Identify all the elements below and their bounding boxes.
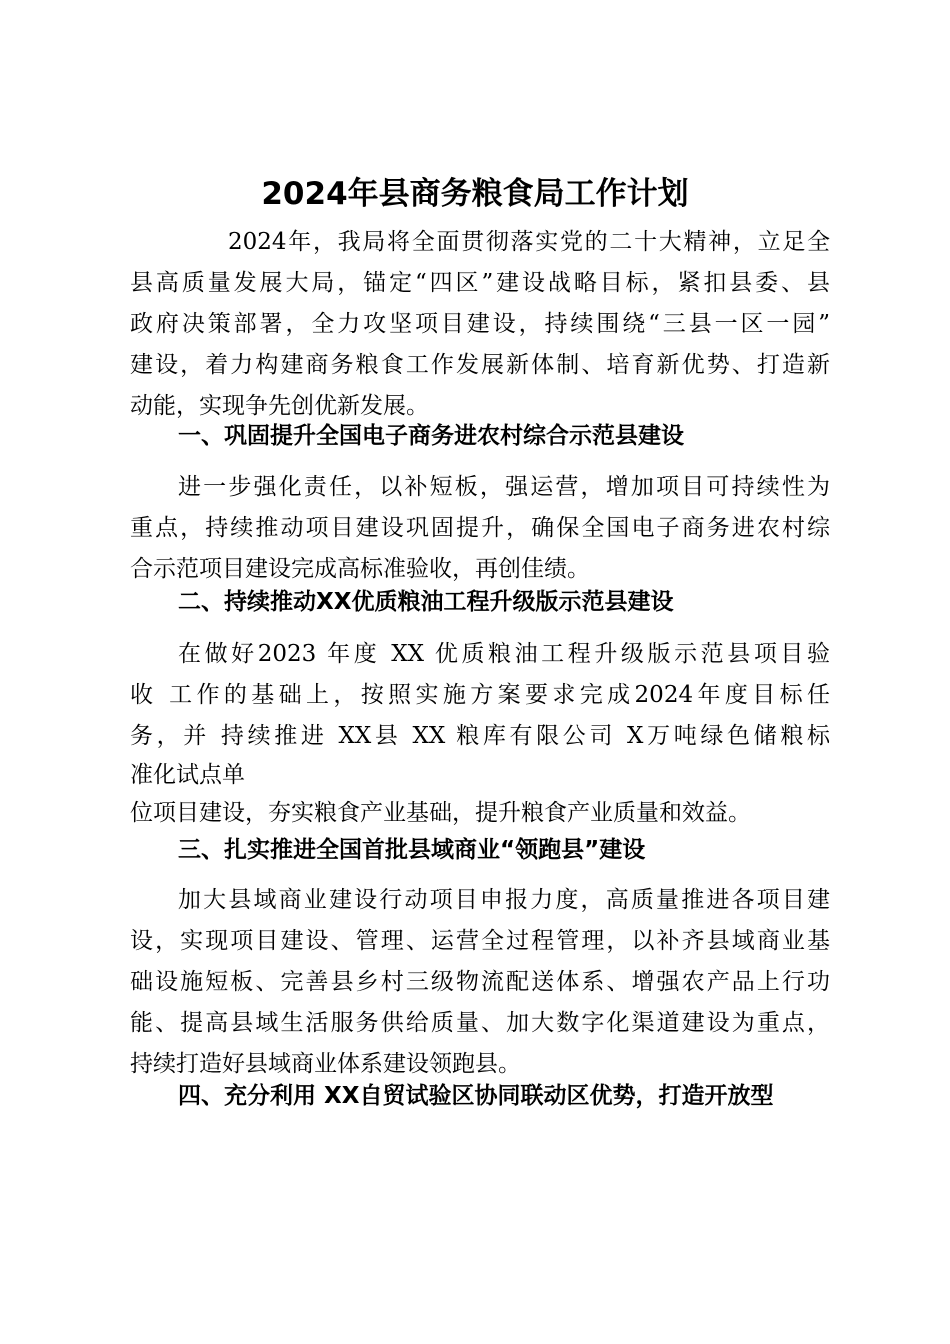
paragraph-line: 政府决策部署，全力攻坚项目建设，持续围绕“三县一区一园”: [130, 311, 830, 337]
paragraph-line: 进一步强化责任，以补短板，强运营，增加项目可持续性为: [178, 474, 830, 500]
section-paragraph-3: [130, 880, 830, 1085]
paragraph-line: 2024年，我局将全面贯彻落实党的二十大精神，立足全: [228, 229, 830, 255]
paragraph-line: 收 工作的基础上，按照实施方案要求完成2024年度目标任: [130, 682, 830, 708]
paragraph-line: 持续打造好县域商业体系建设领跑县。: [130, 1051, 521, 1077]
paragraph-line: 设，实现项目建设、管理、运营全过程管理，以补齐县域商业基: [130, 928, 830, 954]
intro-paragraph: [130, 222, 830, 427]
paragraph-line: 务，并 持续推进 XX县 XX 粮库有限公司 X万吨绿色储粮标: [130, 723, 830, 749]
document-title: 2024年县商务粮食局工作计划: [261, 176, 689, 212]
section-paragraph-1: [130, 467, 830, 590]
section-heading-1: 一、巩固提升全国电子商务进农村综合示范县建设: [178, 423, 684, 449]
paragraph-line: 准化试点单: [130, 762, 245, 788]
section-heading-4: 四、充分利用 XX自贸试验区协同联动区优势，打造开放型: [178, 1083, 774, 1109]
paragraph-line: 位项目建设，夯实粮食产业基础，提升粮食产业质量和效益。: [130, 800, 751, 826]
paragraph-line: 在做好2023 年度 XX 优质粮油工程升级版示范县项目验: [178, 641, 830, 667]
section-paragraph-2: [130, 634, 830, 834]
paragraph-line: 加大县域商业建设行动项目申报力度，高质量推进各项目建: [178, 887, 830, 913]
section-heading-3: 三、扎实推进全国首批县域商业“领跑县”建设: [178, 837, 646, 863]
paragraph-line: 础设施短板、完善县乡村三级物流配送体系、增强农产品上行功: [130, 969, 830, 995]
paragraph-line: 县高质量发展大局，锚定“四区”建设战略目标，紧扣县委、县: [130, 270, 830, 296]
paragraph-line: 建设，着力构建商务粮食工作发展新体制、培育新优势、打造新: [130, 352, 830, 378]
paragraph-line: 合示范项目建设完成高标准验收，再创佳绩。: [130, 556, 590, 582]
paragraph-line: 能、提高县域生活服务供给质量、加大数字化渠道建设为重点，: [130, 1010, 830, 1036]
paragraph-line: 动能，实现争先创优新发展。: [130, 393, 429, 419]
paragraph-line: 重点，持续推动项目建设巩固提升，确保全国电子商务进农村综: [130, 515, 830, 541]
section-heading-2: 二、持续推动XX优质粮油工程升级版示范县建设: [178, 589, 674, 615]
